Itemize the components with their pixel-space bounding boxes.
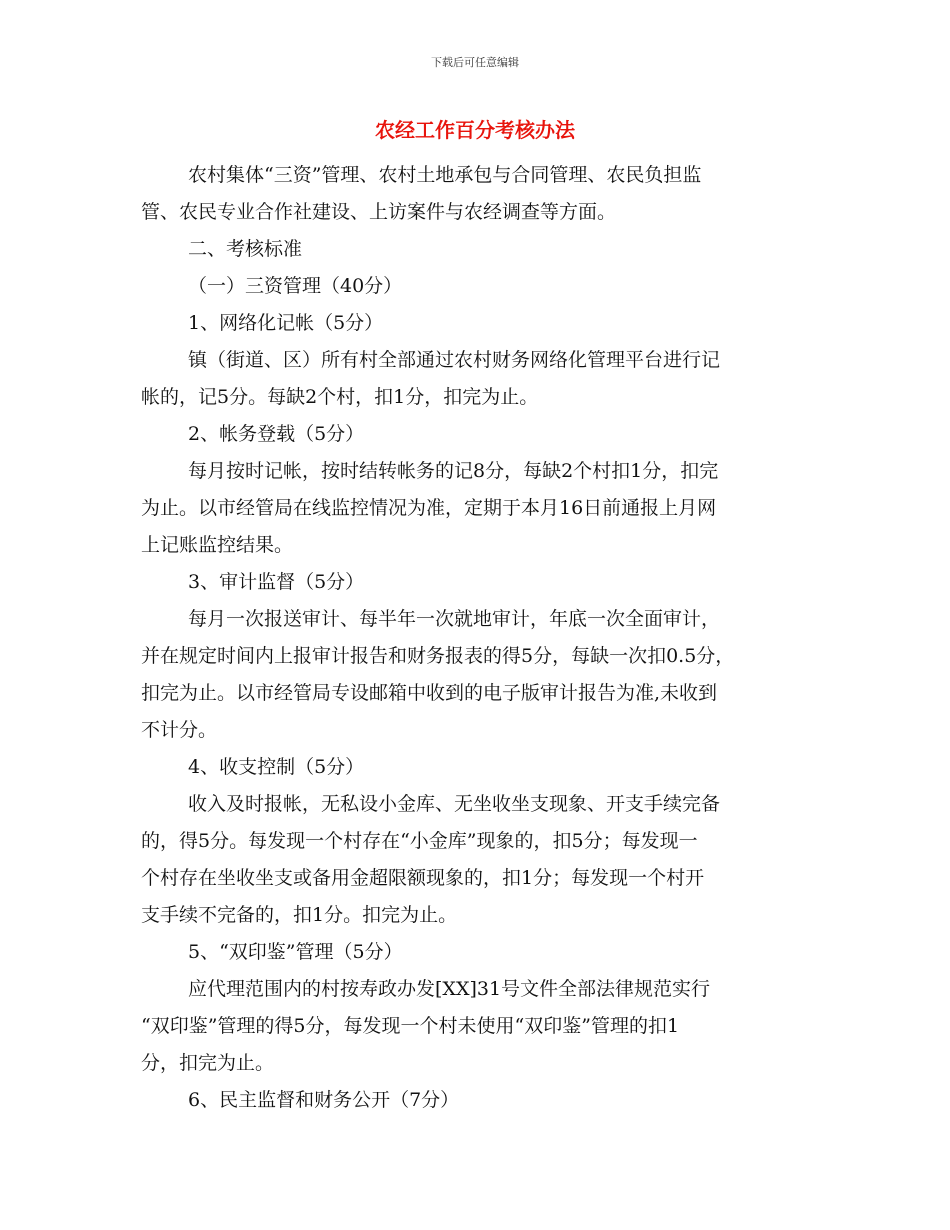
paragraph-line: 3、审计监督（5分） <box>188 571 365 593</box>
document-body <box>141 157 831 1119</box>
paragraph-line: 1、网络化记帐（5分） <box>188 312 384 334</box>
paragraph-line: 帐的，记5分。每缺2个村，扣1分，扣完为止。 <box>141 386 539 408</box>
paragraph-line: 4、收支控制（5分） <box>188 756 365 778</box>
paragraph-line: 每月一次报送审计、每半年一次就地审计，年底一次全面审计， <box>188 608 721 630</box>
paragraph-line: 2、帐务登载（5分） <box>188 423 365 445</box>
paragraph-line: 为止。以市经管局在线监控情况为准，定期于本月16日前通报上月网 <box>141 497 717 519</box>
paragraph-line: “双印鉴”管理的得5分，每发现一个村未使用“双印鉴”管理的扣1 <box>141 1015 680 1037</box>
header-note: 下载后可任意编辑 <box>431 56 519 69</box>
paragraph-line: 二、考核标准 <box>188 238 303 260</box>
paragraph-line: 每月按时记帐，按时结转帐务的记8分，每缺2个村扣1分，扣完 <box>188 460 719 482</box>
paragraph-line: 支手续不完备的，扣1分。扣完为止。 <box>141 904 458 926</box>
paragraph-line: 并在规定时间内上报审计报告和财务报表的得5分，每缺一次扣0.5分， <box>141 645 735 667</box>
paragraph-line: 收入及时报帐，无私设小金库、无坐收坐支现象、开支手续完备 <box>188 793 721 815</box>
paragraph-line: 的，得5分。每发现一个村存在“小金库”现象的，扣5分；每发现一 <box>141 830 698 852</box>
paragraph-line: 上记账监控结果。 <box>141 534 294 556</box>
paragraph-line: 镇（街道、区）所有村全部通过农村财务网络化管理平台进行记 <box>188 349 721 371</box>
paragraph-line: 农村集体“三资”管理、农村土地承包与合同管理、农民负担监 <box>188 164 702 186</box>
paragraph-line: 不计分。 <box>141 719 218 741</box>
paragraph-line: 个村存在坐收坐支或备用金超限额现象的，扣1分；每发现一个村开 <box>141 867 705 889</box>
paragraph-line: 5、“双印鉴”管理（5分） <box>188 941 403 963</box>
paragraph-line: 管、农民专业合作社建设、上访案件与农经调查等方面。 <box>141 201 617 223</box>
paragraph-line: 分，扣完为止。 <box>141 1052 275 1074</box>
paragraph-line: 扣完为止。以市经管局专设邮箱中收到的电子版审计报告为准,未收到 <box>141 682 718 704</box>
paragraph-line: 应代理范围内的村按寿政办发[XX]31号文件全部法律规范实行 <box>188 978 711 1000</box>
paragraph-line: 6、民主监督和财务公开（7分） <box>188 1089 460 1111</box>
paragraph-line: （一）三资管理（40分） <box>188 275 403 297</box>
document-title: 农经工作百分考核办法 <box>375 118 575 142</box>
